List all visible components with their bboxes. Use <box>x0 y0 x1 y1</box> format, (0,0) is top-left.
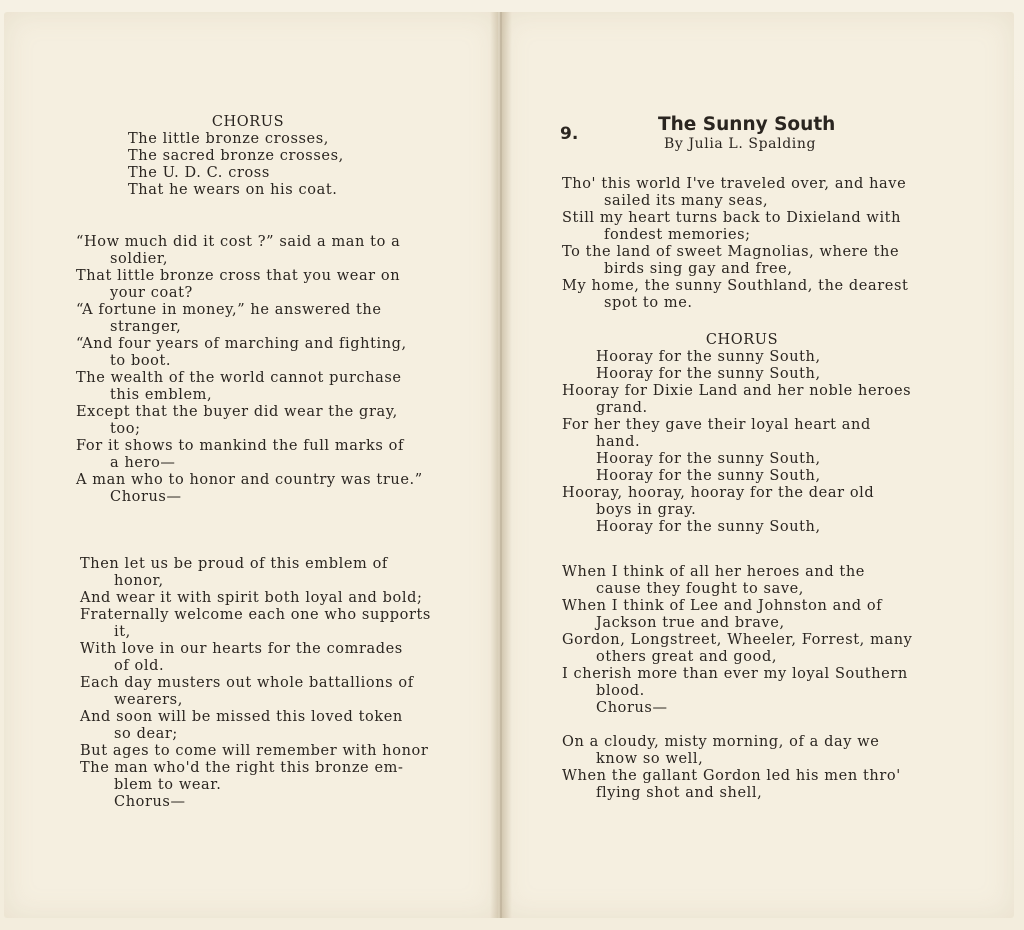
chorus-line: Hooray for Dixie Land and her noble heroes <box>562 383 912 399</box>
verse-line: The man who'd the right this bronze em- <box>80 760 404 776</box>
verse-line: a hero— <box>110 455 176 471</box>
left-stanza-2 <box>80 556 455 811</box>
right-stanza-2 <box>562 564 952 717</box>
verse-line: Still my heart turns back to Dixieland with <box>562 210 902 226</box>
verse-line: to boot. <box>110 353 172 369</box>
verse-line: A man who to honor and country was true.” <box>76 472 423 488</box>
verse-line: Chorus— <box>114 794 186 810</box>
verse-line: “How much did it cost ?” said a man to a <box>76 234 401 250</box>
chorus-line: Hooray for the sunny South, <box>596 366 821 382</box>
verse-line: For it shows to mankind the full marks of <box>76 438 404 454</box>
verse-line: And soon will be missed this loved token <box>80 709 403 725</box>
verse-line: wearers, <box>114 692 183 708</box>
verse-line: To the land of sweet Magnolias, where the <box>562 244 900 260</box>
verse-line: your coat? <box>110 285 193 301</box>
chorus-line: Hooray, hooray, hooray for the dear old <box>562 485 875 501</box>
verse-line: Each day musters out whole battallions of <box>80 675 414 691</box>
chorus-line: The sacred bronze crosses, <box>128 148 344 164</box>
verse-line: The wealth of the world cannot purchase <box>76 370 402 386</box>
verse-line: Then let us be proud of this emblem of <box>80 556 388 572</box>
verse-line: “And four years of marching and fighting, <box>76 336 407 352</box>
verse-line: know so well, <box>596 751 704 767</box>
verse-line: On a cloudy, misty morning, of a day we <box>562 734 880 750</box>
chorus-line: The little bronze crosses, <box>128 131 329 147</box>
verse-line: Fraternally welcome each one who supports <box>80 607 431 623</box>
verse-line: I cherish more than ever my loyal Southern <box>562 666 908 682</box>
verse-line: spot to me. <box>604 295 693 311</box>
verse-line: soldier, <box>110 251 169 267</box>
verse-line: fondest memories; <box>604 227 751 243</box>
verse-line: Jackson true and brave, <box>596 615 785 631</box>
verse-line: Tho' this world I've traveled over, and have <box>562 176 907 192</box>
verse-line: of old. <box>114 658 165 674</box>
book-gutter <box>490 12 512 918</box>
chorus-line: For her they gave their loyal heart and <box>562 417 871 433</box>
verse-line: it, <box>114 624 131 640</box>
verse-line: Gordon, Longstreet, Wheeler, Forrest, many <box>562 632 913 648</box>
chorus-line: hand. <box>596 434 641 450</box>
verse-line: honor, <box>114 573 164 589</box>
verse-line: But ages to come will remember with honor <box>80 743 429 759</box>
right-chorus <box>562 332 952 536</box>
verse-line: cause they fought to save, <box>596 581 805 597</box>
chorus-line: That he wears on his coat. <box>128 182 338 198</box>
verse-line: this emblem, <box>110 387 213 403</box>
verse-line: With love in our hearts for the comrades <box>80 641 403 657</box>
right-stanza-1 <box>562 176 952 312</box>
left-chorus <box>128 114 378 199</box>
chorus-line: boys in gray. <box>596 502 697 518</box>
verse-line: When I think of all her heroes and the <box>562 564 865 580</box>
verse-line: stranger, <box>110 319 182 335</box>
verse-line: too; <box>110 421 141 437</box>
verse-line: others great and good, <box>596 649 778 665</box>
verse-line: so dear; <box>114 726 178 742</box>
verse-line: blem to wear. <box>114 777 222 793</box>
chorus-heading: CHORUS <box>705 332 779 348</box>
verse-line: Except that the buyer did wear the gray, <box>76 404 398 420</box>
verse-line: My home, the sunny Southland, the dearest <box>562 278 909 294</box>
chorus-line: Hooray for the sunny South, <box>596 468 821 484</box>
verse-line: When the gallant Gordon led his men thro' <box>562 768 901 784</box>
song-author: By Julia L. Spalding <box>664 136 817 152</box>
verse-line: And wear it with spirit both loyal and bold; <box>80 590 423 606</box>
song-number: 9. <box>560 124 579 144</box>
song-title: The Sunny South <box>658 114 836 135</box>
verse-line: That little bronze cross that you wear on <box>76 268 401 284</box>
verse-line: Chorus— <box>596 700 668 716</box>
chorus-heading: CHORUS <box>211 114 285 130</box>
verse-line: sailed its many seas, <box>604 193 769 209</box>
verse-line: flying shot and shell, <box>596 785 763 801</box>
chorus-line: Hooray for the sunny South, <box>596 519 821 535</box>
verse-line: “A fortune in money,” he answered the <box>76 302 382 318</box>
verse-line: When I think of Lee and Johnston and of <box>562 598 883 614</box>
verse-line: birds sing gay and free, <box>604 261 793 277</box>
verse-line: Chorus— <box>110 489 182 505</box>
left-stanza-1 <box>76 234 451 506</box>
right-stanza-3 <box>562 734 952 802</box>
chorus-line: Hooray for the sunny South, <box>596 349 821 365</box>
chorus-line: Hooray for the sunny South, <box>596 451 821 467</box>
chorus-line: The U. D. C. cross <box>128 165 270 181</box>
chorus-line: grand. <box>596 400 648 416</box>
verse-line: blood. <box>596 683 645 699</box>
